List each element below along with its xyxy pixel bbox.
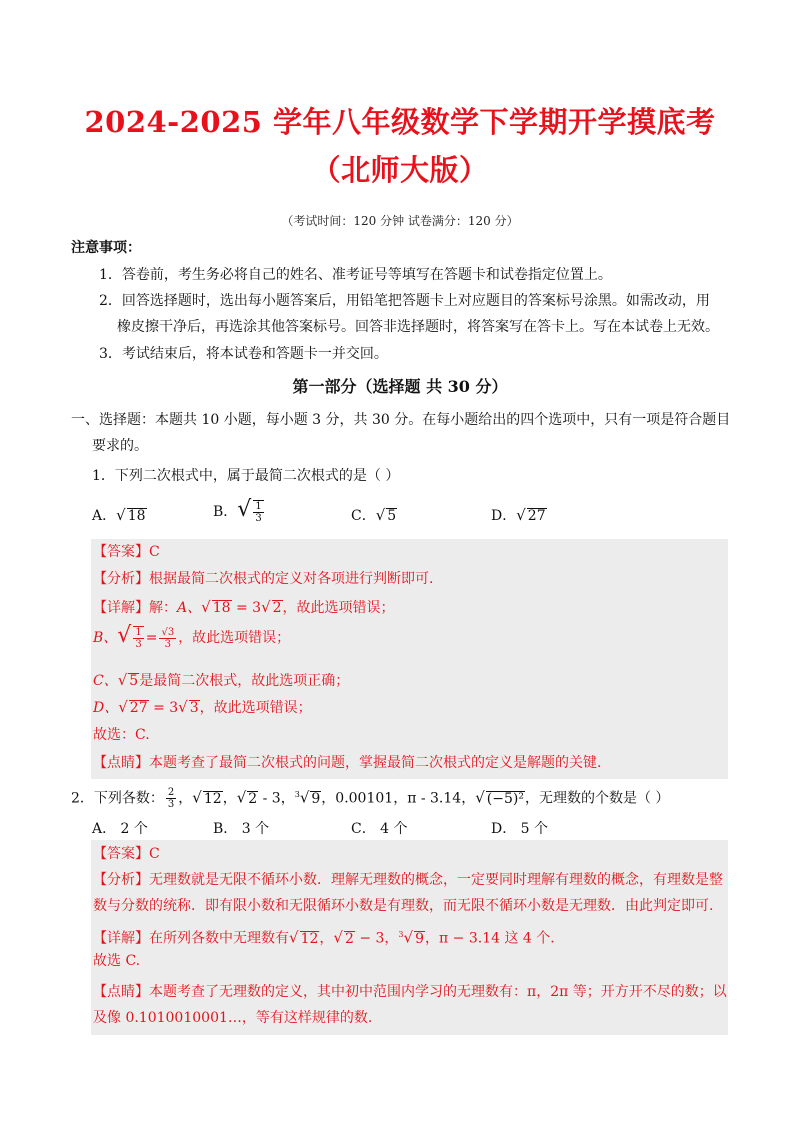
q1-option-d: D．√ 27	[491, 506, 546, 524]
option-label: A．	[92, 508, 117, 524]
q1-detail-c: C、√ 5是最简二次根式，故此选项正确；	[93, 671, 350, 689]
exam-info: （考试时间：120 分钟 试卷满分：120 分）	[281, 214, 519, 228]
option-label: B．	[213, 504, 238, 520]
q2-detail: 【详解】在所列各数中无理数有√ 12，√ 2 − 3，$^3$√ 9，π − 3.14 这 4 个.	[93, 928, 555, 947]
notice-item-1: 1．答卷前，考生务必将自己的姓名、准考证号等填写在答题卡和试卷指定位置上。	[99, 267, 612, 283]
q2-option-a: A． 2 个	[92, 821, 148, 837]
q2-analysis-line-1: 【分析】无理数就是无限不循环小数．理解无理数的概念，一定要同时理解有理数的概念，有理数是整	[93, 872, 723, 888]
section-intro-line-2: 要求的。	[92, 438, 148, 454]
notice-item-2-line-1: 2．回答选择题时，选出每小题答案后，用铅笔把答题卡上对应题目的答案标号涂黑。如需改动，用	[99, 293, 710, 309]
q1-option-c: C．√ 5	[351, 506, 397, 524]
option-label: C．	[351, 508, 376, 524]
q1-option-b: B．√ $\frac{1}{3}$	[213, 497, 262, 524]
q1-comment: 【点睛】本题考查了最简二次根式的问题，掌握最简二次根式的定义是解题的关键.	[93, 755, 602, 771]
q2-option-b: B． 3 个	[213, 821, 270, 837]
q2-comment-line-1: 【点睛】本题考查了无理数的定义，其中初中范围内学习的无理数有：π，2π 等；开方开不尽的数；以	[93, 984, 727, 1000]
q2-answer: 【答案】C	[93, 846, 160, 862]
q1-detail-b: B、√ $\frac{1}{3}$ = $\frac{√3}{3}$ ，故此选项错误；	[93, 623, 291, 650]
notice-heading: 注意事项：	[71, 240, 141, 256]
q1-detail-a: 【详解】解：A、√ 18 = 3√ 2，故此选项错误；	[93, 598, 395, 616]
q1-option-a: A．√ 18	[92, 506, 146, 524]
q2-option-d: D． 5 个	[491, 821, 549, 837]
q1-conclusion: 故选：C.	[93, 727, 150, 743]
option-label: D．	[491, 508, 517, 524]
sqrt-value: 5	[387, 508, 397, 524]
q1-stem: 1．下列二次根式中，属于最简二次根式的是（ ）	[92, 468, 400, 484]
notice-item-2-line-2: 橡皮擦干净后，再选涂其他答案标号。回答非选择题时，将答案写在答卡上。写在本试卷上无效。	[117, 319, 719, 335]
fraction: $\frac{1}{3}$	[255, 501, 262, 524]
q2-option-c: C． 4 个	[351, 821, 408, 837]
q2-stem: 2．下列各数： $\frac{2}{3}$ ，√ 12，√ 2 - 3，$^3$√ 9，0.00101，π - 3.14，√ (−5)²，无理数的个数是（ ）	[71, 787, 670, 811]
notice-item-3: 3．考试结束后，将本试卷和答题卡一并交回。	[99, 346, 388, 362]
exam-subtitle: （北师大版）	[311, 153, 489, 187]
q1-analysis: 【分析】根据最简二次根式的定义对各项进行判断即可.	[93, 571, 434, 587]
q2-conclusion: 故选 C.	[93, 953, 141, 969]
sqrt-value: 18	[127, 508, 146, 524]
q1-detail-d: D、√ 27 = 3√ 3，故此选项错误；	[93, 698, 312, 716]
exam-title: 2024-2025 学年八年级数学下学期开学摸底考	[84, 105, 716, 139]
section-title: 第一部分（选择题 共 30 分）	[292, 377, 508, 396]
q2-comment-line-2: 及像 0.1010010001…，等有这样规律的数.	[93, 1010, 373, 1026]
sqrt-value: 27	[527, 508, 546, 524]
section-intro-line-1: 一、选择题：本题共 10 小题，每小题 3 分，共 30 分。在每小题给出的四个选项中，只有一项是符合题目	[71, 412, 731, 428]
q2-analysis-line-2: 数与分数的统称．即有限小数和无限循环小数是有理数，而无限不循环小数是无理数．由此判定即可.	[93, 898, 714, 914]
q1-answer: 【答案】C	[93, 544, 160, 560]
